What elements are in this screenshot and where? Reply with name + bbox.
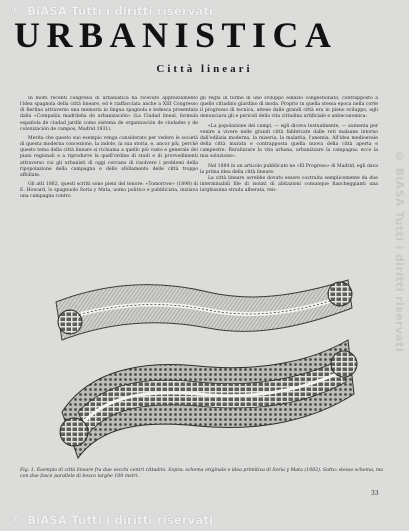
- section-subtitle: Città lineari: [156, 63, 253, 75]
- paragraph: gli regni in forme di uno sviluppo edilizio congestionato, contrapposto a quello cittadino giardino di moda. Proprio in quella stessa epoca nella corte il progresso di tecnica, attese dalle grandi città era in pieno sviluppo, egli denunciava gli e pericoli della vita cittadina artificiale e antieconomica:: [200, 96, 378, 120]
- watermark-vertical: © BiASA Tutti i diritti riservati: [393, 150, 406, 353]
- watermark-bottom: [10, 512, 213, 528]
- figure-linear-city-diagram: [48, 262, 360, 460]
- paragraph: Gli atti 1882, questi scritti sono pieni del tenore: «Tomorrow» (1898) di E. Howard, lo spagnuolo Soria y Mata, uomo politico e pubblicista, iniziava una campagna contro: [20, 182, 198, 200]
- paragraph: Nel 1884 in un articolo pubblicato ne «El Progreso» di Madrid, egli dava la prima idea della città lineare.: [200, 163, 378, 175]
- linear-city-illustration: [48, 262, 360, 460]
- page-number: 33: [371, 490, 379, 497]
- lower-scheme: [60, 340, 357, 458]
- paragraph: In molti recenti congressi di urbanistica ha ricevuto apprezzamento l'idea spagnola della città lineare, ed è riaffacciata anche a XIII Congresso di Berlino attraverso una memoria in lingua spagnola e tedesca presentata dalla «Compañía madrileña de urbanización» (La Ciudad lineal, formula española de ciudad jardín como sistema de organización de ciudades y de colonización de campos, Madrid 1931).: [20, 96, 198, 132]
- text-column-right: [200, 96, 378, 268]
- watermark-bottom-text: BiASA Tutti i diritti riservati: [27, 513, 214, 527]
- paragraph: Merita che questo suo esempio venga considerato per vedere le società di questa moderna concezione, la indole, la sua storia, e, ancor più, perché questo tema della città lineare si richiama a quello più vasto e generale dei piani regionali e a riprodurre la quell'ordine di studi e di provvedimenti attraverso cui gli urbanisti di oggi cercano di risolvere i problemi della ripopolazione della campagna e dello sfollamento delle città troppo affollate.: [20, 135, 198, 178]
- copyright-icon: ©: [10, 512, 24, 528]
- paragraph: La città lineare avrebbe dovuto essere costruita semplicemente da due interminabili file di isolati di abitazioni comunque fiancheggianti una larghissima strada alberata, ren-: [200, 175, 378, 194]
- paragraph: «La popolazione dei campi, — egli diceva testualmente, — aumenta per venire a vivere nelle grandi città fabbricate dalle reti malsane intorno dall'edilizia moderna, la miseria, la malattia, l'anemia. All'idea medioevale della città murata e contrapposta quella nuova della città aperta e campestre: Ruralizzare la vita urbana, urbanizzare la campagna: ecco la mia soluzione».: [200, 123, 378, 160]
- watermark-top-text: BiASA Tutti i diritti riservati: [27, 4, 214, 18]
- figure-caption: Fig. 1. Esempio di città lineare fra due vecchi centri cittadini. Sopra: schema originale e idea primitiva di Soria y Mata (1882). Sotto: stesso schema, ma con due fasce parallele di bosco larghe 100 metri.: [20, 468, 384, 480]
- text-column-left: [20, 96, 198, 268]
- copyright-icon: ©: [10, 3, 24, 19]
- page-title: URBANISTICA: [14, 15, 338, 55]
- upper-scheme: [56, 280, 352, 340]
